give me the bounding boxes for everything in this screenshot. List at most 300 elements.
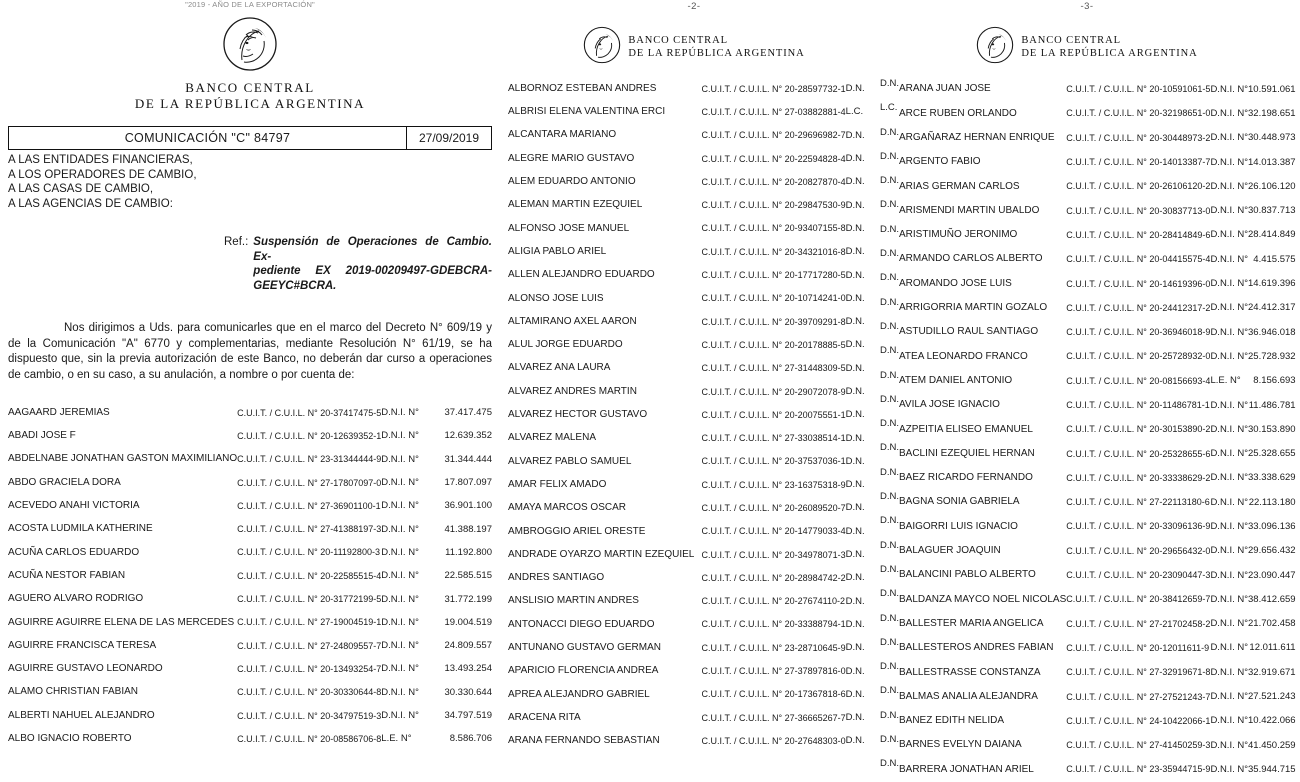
cuit-cuil-number: C.U.I.T. / C.U.I.L. N° 20-29696982-7: [701, 130, 846, 141]
document-type-label: D.N.: [845, 199, 865, 211]
document-type-label: D.N.: [845, 339, 865, 351]
addressee-line: A LAS ENTIDADES FINANCIERAS,: [8, 154, 193, 166]
overlap-document-type-label: D.N.: [880, 296, 899, 308]
cuit-cuil-number: C.U.I.T. / C.U.I.L. N° 27-36901100-1: [237, 500, 381, 511]
table-row: [880, 417, 1296, 441]
person-name: ALEMAN MARTIN EZEQUIEL: [508, 199, 643, 211]
document-type-label: D.N.: [845, 525, 865, 537]
document-type-label: D.N.I. N°: [1210, 545, 1249, 557]
person-name: ASTUDILLO RAUL SANTIAGO: [899, 326, 1039, 338]
person-name: ANSLISIO MARTIN ANDRES: [508, 595, 639, 607]
table-row: [880, 271, 1296, 295]
cuit-cuil-number: C.U.I.T. / C.U.I.L. N° 20-29847530-9: [701, 200, 846, 211]
cuit-cuil-number: C.U.I.T. / C.U.I.L. N° 20-10591061-5: [1066, 84, 1211, 95]
document-number: 31.344.444: [444, 453, 492, 465]
document-type-label: D.N.I. N°: [1210, 520, 1249, 532]
cuit-cuil-number: C.U.I.T. / C.U.I.L. N° 20-17717280-5: [701, 270, 846, 281]
document-type-label: D.N.I. N°: [1210, 496, 1249, 508]
document-number: 29.656.432: [1248, 545, 1296, 557]
overlap-document-type-label: D.N.: [880, 758, 899, 770]
document-type-label: D.N.I. N°: [1210, 666, 1249, 678]
person-name: ACUÑA NESTOR FABIAN: [8, 569, 126, 581]
person-name: BALANCINI PABLO ALBERTO: [899, 569, 1036, 581]
document-type-label: D.N.I. N°: [1210, 205, 1249, 217]
communication-title: COMUNICACIÓN "C" 84797: [124, 131, 291, 145]
document-number: 11.192.800: [445, 546, 492, 558]
overlap-document-type-label: D.N.: [880, 685, 899, 697]
document-type-label: D.N.: [845, 386, 865, 397]
overlap-document-type-label: D.N.: [880, 588, 899, 600]
cuit-cuil-number: C.U.I.T. / C.U.I.L. N° 20-30330644-8: [237, 687, 382, 698]
document-number: 41.450.259: [1248, 739, 1296, 751]
cuit-cuil-number: C.U.I.T. / C.U.I.L. N° 27-17807097-0: [237, 477, 382, 488]
document-number: 21.702.458: [1248, 618, 1296, 630]
document-type-label: D.N.I. N°: [381, 663, 419, 675]
overlap-document-type-label: D.N.: [880, 442, 899, 454]
table-row: [880, 320, 1296, 344]
cuit-cuil-number: C.U.I.T. / C.U.I.L. N° 20-38412659-7: [1066, 594, 1211, 605]
document-number: 22.113.180: [1248, 496, 1296, 508]
cuit-cuil-number: C.U.I.T. / C.U.I.L. N° 20-28597732-1: [701, 83, 846, 94]
table-row: [508, 310, 880, 333]
document-number: 11.486.781: [1248, 399, 1296, 411]
bank-name: [628, 35, 804, 60]
cuit-cuil-number: C.U.I.T. / C.U.I.L. N° 20-14779033-4: [701, 526, 846, 537]
table-row: [8, 401, 492, 424]
person-name: ALEGRE MARIO GUSTAVO: [508, 152, 635, 164]
person-name: ALCANTARA MARIANO: [508, 129, 617, 141]
reference-line-2-a: pediente: [253, 265, 301, 277]
document-number: 10.591.061: [1248, 83, 1296, 95]
table-row: [8, 704, 492, 727]
person-name: AMAR FELIX AMADO: [508, 478, 607, 490]
table-row: [508, 590, 880, 613]
person-name: AMAYA MARCOS OSCAR: [508, 502, 626, 514]
document-type-label: D.N.I. N°: [381, 546, 419, 558]
overlap-document-type-label: D.N.: [880, 126, 899, 138]
person-name: ALBO IGNACIO ROBERTO: [8, 733, 132, 745]
document-number: 25.328.655: [1248, 448, 1296, 460]
table-row: [508, 683, 880, 706]
person-name: AGUIRRE GUSTAVO LEONARDO: [8, 663, 163, 675]
table-row: [508, 217, 880, 240]
cuit-cuil-number: C.U.I.T. / C.U.I.L. N° 23-35944715-9: [1066, 764, 1211, 775]
communication-date: 27/09/2019: [406, 127, 491, 149]
table-row: [8, 564, 492, 587]
bank-name-line-2: DE LA REPÚBLICA ARGENTINA: [1021, 47, 1198, 59]
person-name: AZPEITIA ELISEO EMANUEL: [899, 423, 1033, 435]
addressee-line: A LAS AGENCIAS DE CAMBIO:: [8, 197, 173, 210]
document-number: 30.330.644: [444, 686, 492, 698]
cuit-cuil-number: C.U.I.T. / C.U.I.L. N° 20-20178885-5: [701, 339, 846, 350]
person-name: ARANA JUAN JOSE: [899, 83, 991, 95]
document-type-label: D.N.: [845, 712, 865, 724]
document-type-label: D.N.: [845, 432, 865, 444]
person-name: ACEVEDO ANAHI VICTORIA: [8, 500, 140, 512]
bank-name: [1021, 35, 1197, 60]
cuit-cuil-number: C.U.I.T. / C.U.I.L. N° 27-27521243-7: [1066, 691, 1211, 702]
person-name: ALLEN ALEJANDRO EDUARDO: [508, 269, 655, 281]
cuit-cuil-number: C.U.I.T. / C.U.I.L. N° 20-34797519-3: [237, 710, 382, 721]
document-type-label: D.N.I. N°: [1210, 107, 1249, 119]
cuit-cuil-number: C.U.I.T. / C.U.I.L. N° 20-12011611-9: [1066, 642, 1210, 653]
document-type-label: D.N.: [845, 222, 865, 234]
table-row: [880, 660, 1296, 684]
person-name: ALIGIA PABLO ARIEL: [508, 245, 607, 257]
cuit-cuil-number: C.U.I.T. / C.U.I.L. N° 20-28984742-2: [701, 572, 846, 583]
person-name: ANDRES SANTIAGO: [508, 572, 605, 584]
table-row: [8, 424, 492, 447]
document-type-label: D.N.I. N°: [381, 686, 419, 698]
document-type-label: D.N.I. N°: [1210, 156, 1249, 168]
document-type-label: D.N.I. N°: [381, 430, 419, 442]
document-number: 38.412.659: [1248, 593, 1296, 605]
cuit-cuil-number: C.U.I.T. / C.U.I.L. N° 20-14013387-7: [1066, 157, 1211, 168]
table-row: [8, 727, 492, 750]
person-name: ALVAREZ ANA LAURA: [508, 362, 611, 374]
table-row: [508, 566, 880, 589]
reference-line-2-c: 2019-00209497-GDEBCRA-: [345, 265, 492, 277]
page-number-3: -3-: [1080, 1, 1094, 12]
table-row: [880, 369, 1296, 393]
document-number: 24.809.557: [444, 640, 492, 652]
document-type-label: D.N.I. N°: [1210, 715, 1249, 727]
person-name: AROMANDO JOSE LUIS: [899, 277, 1012, 289]
overlap-document-type-label: D.N.: [880, 612, 899, 624]
reference-block: [8, 235, 492, 293]
person-name: BALDANZA MAYCO NOEL NICOLAS: [899, 593, 1067, 605]
overlap-document-type-label: D.N.: [880, 563, 899, 575]
document-type-label: D.N.I. N°: [381, 570, 419, 582]
addressee-line: A LAS CASAS DE CAMBIO,: [8, 183, 154, 195]
table-row: [8, 448, 492, 471]
person-name: ALFONSO JOSE MANUEL: [508, 222, 630, 234]
document-type-label: D.N.: [845, 455, 865, 467]
cuit-cuil-number: C.U.I.T. / C.U.I.L. N° 27-19004519-1: [237, 617, 382, 628]
document-number: 30.153.890: [1248, 423, 1296, 435]
table-row: [880, 539, 1296, 563]
cuit-cuil-number: C.U.I.T. / C.U.I.L. N° 20-25728932-0: [1066, 351, 1211, 362]
year-motto: "2019 - AÑO DE LA EXPORTACIÓN": [185, 0, 315, 9]
overlap-document-type-label: D.N.: [880, 320, 899, 332]
document-number: 14.013.387: [1248, 156, 1296, 168]
document-type-label: D.N.I. N°: [1210, 642, 1249, 654]
table-row: [880, 77, 1296, 101]
document-number: 8.156.693: [1253, 375, 1296, 387]
cuit-cuil-number: C.U.I.T. / C.U.I.L. N° 20-31772199-5: [237, 594, 382, 605]
person-name: ARANA FERNANDO SEBASTIAN: [508, 735, 660, 747]
overlap-document-type-label: D.N.: [880, 369, 899, 381]
cuit-cuil-number: C.U.I.T. / C.U.I.L. N° 20-20075551-1: [701, 409, 846, 420]
table-row: [880, 490, 1296, 514]
person-name: APARICIO FLORENCIA ANDREA: [508, 665, 659, 677]
letterhead-small-2: [508, 14, 880, 77]
cuit-cuil-number: C.U.I.T. / C.U.I.L. N° 20-10714241-0: [701, 293, 846, 304]
person-name: ARISTIMUÑO JERONIMO: [899, 229, 1018, 241]
person-name: ALVAREZ HECTOR GUSTAVO: [508, 409, 648, 421]
person-name: BALLESTER MARIA ANGELICA: [899, 617, 1044, 629]
table-row: [508, 403, 880, 426]
table-row: [880, 612, 1296, 636]
overlap-document-type-label: D.N.: [880, 199, 899, 211]
table-row: [880, 514, 1296, 538]
document-type-label: L.E. N°: [381, 733, 412, 745]
person-name: ABDO GRACIELA DORA: [8, 476, 121, 488]
document-number: 22.585.515: [444, 570, 492, 582]
cuit-cuil-number: C.U.I.T. / C.U.I.L. N° 20-20827870-4: [701, 176, 846, 187]
body-paragraph: Nos dirigimos a Uds. para comunicarles que en el marco del Decreto N° 609/19 y de la Comunicación "A" 6770 y complementarias, mediante Resolución N° 61/19, se ha dispuesto que, sin la previa autorización de este Banco, no deberán dar curso a operaciones de cambio, o en su caso, a su anulación, a nombre o por cuenta de:: [8, 322, 492, 381]
person-name: BALMAS ANALIA ALEJANDRA: [899, 690, 1038, 702]
person-name: ARCE RUBEN ORLANDO: [899, 107, 1017, 119]
document-type-label: D.N.I. N°: [381, 523, 419, 535]
person-name: APREA ALEJANDRO GABRIEL: [508, 688, 650, 700]
document-type-label: D.N.: [845, 549, 865, 561]
cuit-cuil-number: C.U.I.T. / C.U.I.L. N° 20-08586706-8: [237, 733, 382, 744]
bcra-seal-icon: [222, 16, 278, 77]
document-type-label: D.N.I. N°: [1210, 253, 1249, 265]
cuit-cuil-number: C.U.I.T. / C.U.I.L. N° 20-24412317-2: [1066, 302, 1211, 313]
person-name: AAGAARD JEREMIAS: [8, 406, 110, 418]
cuit-cuil-number: C.U.I.T. / C.U.I.L. N° 20-93407155-8: [701, 223, 846, 234]
document-type-label: D.N.: [845, 129, 865, 141]
cuit-cuil-number: C.U.I.T. / C.U.I.L. N° 20-39709291-8: [701, 316, 846, 327]
cuit-cuil-number: C.U.I.T. / C.U.I.L. N° 20-32198651-0: [1066, 108, 1211, 119]
table-row: [880, 296, 1296, 320]
reference-text: [253, 235, 492, 293]
reference-line-2: [253, 264, 492, 279]
table-row: [880, 174, 1296, 198]
table-row: [880, 684, 1296, 708]
letterhead-small-3: [880, 14, 1294, 77]
document-number: 34.797.519: [444, 710, 492, 721]
bank-name-line-2: DE LA REPÚBLICA ARGENTINA: [134, 96, 366, 111]
document-type-label: D.N.: [845, 246, 865, 258]
cuit-cuil-number: C.U.I.T. / C.U.I.L. N° 27-37897816-0: [701, 666, 846, 677]
cuit-cuil-number: C.U.I.T. / C.U.I.L. N° 20-22594828-4: [701, 153, 846, 164]
table-row: [508, 473, 880, 496]
document-type-label: D.N.I. N°: [1210, 302, 1249, 314]
document-type-label: D.N.I. N°: [1210, 350, 1249, 362]
document-type-label: D.N.: [845, 83, 865, 95]
person-name: ALBERTI NAHUEL ALEJANDRO: [8, 709, 155, 721]
cuit-cuil-number: C.U.I.T. / C.U.I.L. N° 20-36946018-9: [1066, 327, 1211, 338]
document-number: 28.414.849: [1248, 229, 1296, 241]
addressee-line: A LOS OPERADORES DE CAMBIO,: [8, 168, 197, 181]
table-row: [880, 247, 1296, 271]
document-number: 26.106.120: [1248, 180, 1296, 192]
document-type-label: D.N.I. N°: [381, 477, 419, 489]
document-number: 33.096.136: [1248, 520, 1296, 532]
overlap-document-type-label: L.C.: [880, 102, 898, 114]
cuit-cuil-number: C.U.I.T. / C.U.I.L. N° 23-31344444-9: [237, 454, 382, 465]
document-number: 32.919.671: [1248, 666, 1296, 678]
person-name: ARACENA RITA: [508, 711, 581, 723]
document-number: 41.388.197: [444, 523, 492, 535]
table-row: [508, 613, 880, 636]
cuit-cuil-number: C.U.I.T. / C.U.I.L. N° 27-03882881-4: [701, 106, 846, 117]
table-row: [880, 636, 1296, 660]
overlap-document-type-label: D.N.: [880, 272, 899, 284]
document-type-label: D.N.I. N°: [1210, 448, 1249, 460]
overlap-document-type-label: D.N.: [880, 709, 899, 721]
table-row: [880, 223, 1296, 247]
bank-name: [8, 80, 492, 112]
cuit-cuil-number: C.U.I.T. / C.U.I.L. N° 20-34321016-8: [701, 246, 846, 257]
table-row: [508, 77, 880, 100]
document-number: 23.090.447: [1248, 569, 1296, 581]
cuit-cuil-number: C.U.I.T. / C.U.I.L. N° 20-12639352-1: [237, 430, 382, 441]
document-number: 32.198.651: [1248, 107, 1296, 119]
person-name: ANTONACCI DIEGO EDUARDO: [508, 618, 655, 630]
document-type-label: D.N.I. N°: [1210, 326, 1249, 338]
cuit-cuil-number: C.U.I.T. / C.U.I.L. N° 27-33038514-1: [701, 433, 846, 444]
person-name: ALBRISI ELENA VALENTINA ERCI: [508, 106, 666, 118]
person-name: BACLINI EZEQUIEL HERNAN: [899, 447, 1035, 459]
table-row: [8, 657, 492, 680]
person-name: ATEM DANIEL ANTONIO: [899, 374, 1013, 386]
cuit-cuil-number: C.U.I.T. / C.U.I.L. N° 20-26089520-7: [701, 502, 846, 513]
cuit-cuil-number: C.U.I.T. / C.U.I.L. N° 20-11486781-1: [1066, 400, 1210, 410]
table-row: [8, 517, 492, 540]
document-number: 30.448.973: [1248, 132, 1296, 144]
overlap-document-type-label: D.N.: [880, 515, 899, 527]
cuit-cuil-number: C.U.I.T. / C.U.I.L. N° 20-33338629-2: [1066, 472, 1211, 483]
document-type-label: D.N.I. N°: [1210, 472, 1249, 484]
names-table-page-1: [8, 401, 492, 750]
cuit-cuil-number: C.U.I.T. / C.U.I.L. N° 20-37417475-5: [237, 407, 382, 418]
document-number: 14.619.396: [1248, 278, 1296, 290]
table-row: [880, 733, 1296, 757]
table-row: [508, 263, 880, 286]
document-type-label: D.N.: [845, 688, 865, 700]
person-name: BARNES EVELYN DAIANA: [899, 739, 1022, 751]
person-name: ALEM EDUARDO ANTONIO: [508, 176, 636, 188]
person-name: BALAGUER JOAQUIN: [899, 545, 1001, 557]
table-row: [508, 357, 880, 380]
table-row: [880, 466, 1296, 490]
overlap-document-type-label: D.N.: [880, 223, 899, 235]
document-type-label: D.N.: [845, 176, 865, 188]
document-number: 27.521.243: [1248, 691, 1296, 703]
cuit-cuil-number: C.U.I.T. / C.U.I.L. N° 20-26106120-2: [1066, 181, 1211, 192]
document-type-label: D.N.I. N°: [1210, 423, 1249, 435]
document-type-label: D.N.I. N°: [381, 500, 419, 512]
table-row: [508, 659, 880, 682]
document-type-label: D.N.: [845, 269, 865, 281]
cuit-cuil-number: C.U.I.T. / C.U.I.L. N° 20-17367818-6: [701, 689, 846, 700]
document-type-label: D.N.: [845, 153, 865, 165]
person-name: BANEZ EDITH NELIDA: [899, 715, 1005, 727]
overlap-document-type-label: D.N.: [880, 78, 899, 89]
cuit-cuil-number: C.U.I.T. / C.U.I.L. N° 20-29656432-0: [1066, 545, 1211, 556]
addressee-list: [8, 153, 492, 211]
person-name: ALUL JORGE EDUARDO: [508, 339, 623, 351]
document-type-label: D.N.: [845, 642, 865, 654]
table-row: [880, 150, 1296, 174]
document-type-label: D.N.: [845, 735, 865, 747]
document-type-label: D.N.I. N°: [1210, 618, 1249, 630]
document-type-label: D.N.: [845, 502, 865, 514]
table-row: [8, 471, 492, 494]
document-number: 25.728.932: [1248, 350, 1296, 362]
cuit-cuil-number: C.U.I.T. / C.U.I.L. N° 20-23090447-3: [1066, 570, 1211, 581]
table-row: [508, 100, 880, 123]
table-row: [508, 706, 880, 729]
table-row: [508, 426, 880, 449]
cuit-cuil-number: C.U.I.T. / C.U.I.L. N° 20-13493254-7: [237, 663, 382, 674]
table-row: [508, 636, 880, 659]
table-row: [880, 126, 1296, 150]
person-name: AGUERO ALVARO RODRIGO: [8, 593, 144, 605]
cuit-cuil-number: C.U.I.T. / C.U.I.L. N° 27-22113180-6: [1066, 497, 1210, 508]
document-number: 35.944.715: [1248, 763, 1296, 775]
cuit-cuil-number: C.U.I.T. / C.U.I.L. N° 27-36665267-7: [701, 712, 846, 723]
document-type-label: L.E. N°: [1210, 375, 1241, 387]
table-row: [8, 634, 492, 657]
document-page-3: [880, 0, 1300, 775]
cuit-cuil-number: C.U.I.T. / C.U.I.L. N° 20-33388794-1: [701, 619, 846, 630]
table-row: [508, 240, 880, 263]
person-name: AGUIRRE FRANCISCA TERESA: [8, 639, 157, 651]
document-number: 10.422.066: [1248, 715, 1296, 727]
person-name: ARMANDO CARLOS ALBERTO: [899, 253, 1043, 265]
table-row: [508, 543, 880, 566]
person-name: BALLESTRASSE CONSTANZA: [899, 666, 1041, 678]
table-row: [880, 393, 1296, 417]
table-row: [880, 757, 1296, 781]
document-type-label: D.N.I. N°: [381, 710, 419, 721]
document-type-label: D.N.: [845, 618, 865, 630]
document-number: 37.417.475: [444, 407, 492, 419]
cuit-cuil-number: C.U.I.T. / C.U.I.L. N° 23-16375318-9: [701, 479, 846, 490]
person-name: ALVAREZ ANDRES MARTIN: [508, 385, 637, 397]
table-row: [508, 170, 880, 193]
cuit-cuil-number: C.U.I.T. / C.U.I.L. N° 20-22585515-4: [237, 570, 382, 581]
person-name: BAGNA SONIA GABRIELA: [899, 496, 1020, 508]
document-number: 12.639.352: [444, 430, 492, 442]
cuit-cuil-number: C.U.I.T. / C.U.I.L. N° 27-32919671-8: [1066, 667, 1211, 678]
overlap-document-type-label: D.N.: [880, 539, 899, 551]
cuit-cuil-number: C.U.I.T. / C.U.I.L. N° 27-41450259-3: [1066, 740, 1211, 751]
names-table-page-2: [508, 77, 880, 753]
cuit-cuil-number: C.U.I.T. / C.U.I.L. N° 20-33096136-9: [1066, 521, 1211, 532]
bank-name-line-1: BANCO CENTRAL: [185, 80, 315, 95]
table-row: [508, 729, 880, 752]
reference-line-2-b: EX: [315, 265, 331, 277]
document-type-label: D.N.I. N°: [381, 407, 419, 419]
document-number: 17.807.097: [444, 477, 492, 489]
table-row: [880, 441, 1296, 465]
table-row: [508, 380, 880, 403]
document-number: 36.946.018: [1248, 326, 1296, 338]
overlap-document-type-label: D.N.: [880, 491, 899, 503]
document-type-label: D.N.I. N°: [1210, 691, 1249, 703]
cuit-cuil-number: C.U.I.T. / C.U.I.L. N° 20-27674110-2: [701, 596, 845, 607]
overlap-document-type-label: D.N.: [880, 150, 899, 162]
table-row: [880, 587, 1296, 611]
overlap-document-type-label: D.N.: [880, 636, 899, 648]
person-name: ALAMO CHRISTIAN FABIAN: [8, 686, 139, 698]
document-page-1: [0, 0, 500, 745]
cuit-cuil-number: C.U.I.T. / C.U.I.L. N° 20-30153890-2: [1066, 424, 1211, 435]
cuit-cuil-number: C.U.I.T. / C.U.I.L. N° 20-29072078-9: [701, 386, 846, 397]
document-type-label: D.N.I. N°: [381, 593, 419, 605]
document-type-label: D.N.: [845, 665, 865, 677]
person-name: AGUIRRE AGUIRRE ELENA DE LAS MERCEDES: [8, 616, 235, 628]
document-number: 12.011.611: [1249, 642, 1296, 654]
person-name: BALLESTEROS ANDRES FABIAN: [899, 642, 1054, 654]
document-type-label: D.N.: [845, 479, 865, 491]
